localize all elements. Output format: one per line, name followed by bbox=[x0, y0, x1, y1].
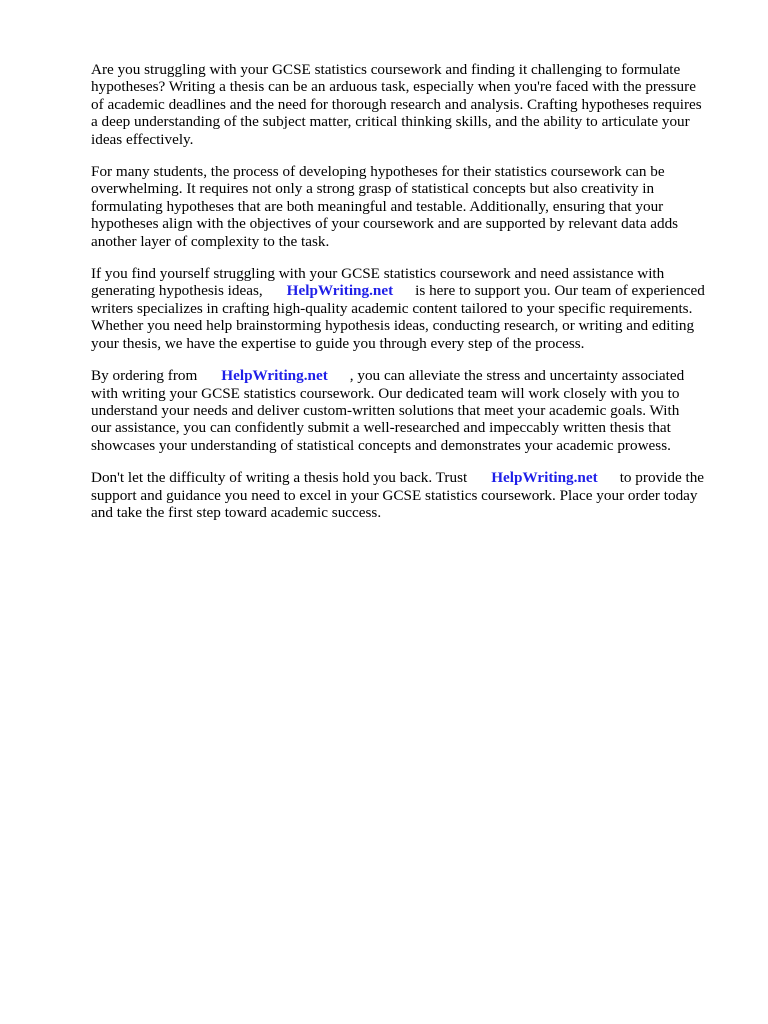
text-line: formulating hypotheses that are both meaningful and testable. Additionally, ensuring that your bbox=[91, 197, 664, 215]
text-line: If you find yourself struggling with your GCSE statistics coursework and need assistance with bbox=[91, 265, 665, 283]
text-line: your thesis, we have the expertise to guide you through every step of the process. bbox=[91, 334, 585, 352]
text-line: of academic deadlines and the need for thorough research and analysis. Crafting hypotheses requires bbox=[91, 95, 702, 113]
paragraph-closing bbox=[91, 469, 731, 521]
paragraph-assistance bbox=[91, 265, 731, 352]
text-line: and take the first step toward academic success. bbox=[91, 503, 382, 521]
paragraph-ordering bbox=[91, 367, 731, 454]
text-line-with-link bbox=[91, 282, 731, 299]
text-line: support and guidance you need to excel in your GCSE statistics coursework. Place your order today bbox=[91, 486, 698, 504]
text-fragment: Don't let the difficulty of writing a thesis hold you back. Trust bbox=[91, 469, 468, 487]
text-line-with-link bbox=[91, 469, 731, 486]
text-line: a deep understanding of the subject matter, critical thinking skills, and the ability to articulate your bbox=[91, 113, 690, 131]
text-line: For many students, the process of developing hypotheses for their statistics coursework can be bbox=[91, 163, 665, 181]
text-line: our assistance, you can confidently submit a well-researched and impeccably written thesis that bbox=[91, 419, 671, 437]
text-line: another layer of complexity to the task. bbox=[91, 232, 330, 250]
text-line: showcases your understanding of statistical concepts and demonstrates your academic prowess. bbox=[91, 436, 671, 454]
text-fragment: to provide the bbox=[619, 469, 705, 487]
text-line: ideas effectively. bbox=[91, 130, 194, 148]
text-fragment: generating hypothesis ideas, bbox=[91, 282, 263, 300]
text-line-with-link bbox=[91, 367, 731, 384]
text-line: Whether you need help brainstorming hypothesis ideas, conducting research, or writing and editing bbox=[91, 317, 695, 335]
text-line: Are you struggling with your GCSE statistics coursework and finding it challenging to formulate bbox=[91, 61, 681, 78]
text-fragment: , you can alleviate the stress and uncertainty associated bbox=[349, 367, 685, 385]
text-line: understand your needs and deliver custom-written solutions that meet your academic goals. With bbox=[91, 401, 680, 419]
text-fragment: is here to support you. Our team of experienced bbox=[415, 282, 705, 300]
text-fragment: By ordering from bbox=[91, 367, 198, 385]
document-page bbox=[91, 61, 731, 536]
text-line: with writing your GCSE statistics coursework. Our dedicated team will work closely with you to bbox=[91, 384, 680, 402]
text-line: hypotheses align with the objectives of your coursework and are supported by relevant data adds bbox=[91, 215, 679, 233]
helpwriting-link[interactable]: HelpWriting.net bbox=[221, 367, 328, 385]
text-line: writers specializes in crafting high-quality academic content tailored to your specific requirements. bbox=[91, 299, 693, 317]
text-line: hypotheses? Writing a thesis can be an arduous task, especially when you're faced with the pressure bbox=[91, 78, 696, 96]
text-line: overwhelming. It requires not only a strong grasp of statistical concepts but also creativity in bbox=[91, 180, 655, 198]
paragraph-intro bbox=[91, 61, 731, 148]
helpwriting-link[interactable]: HelpWriting.net bbox=[286, 282, 394, 300]
paragraph-difficulty bbox=[91, 163, 731, 250]
helpwriting-link[interactable]: HelpWriting.net bbox=[491, 469, 598, 487]
